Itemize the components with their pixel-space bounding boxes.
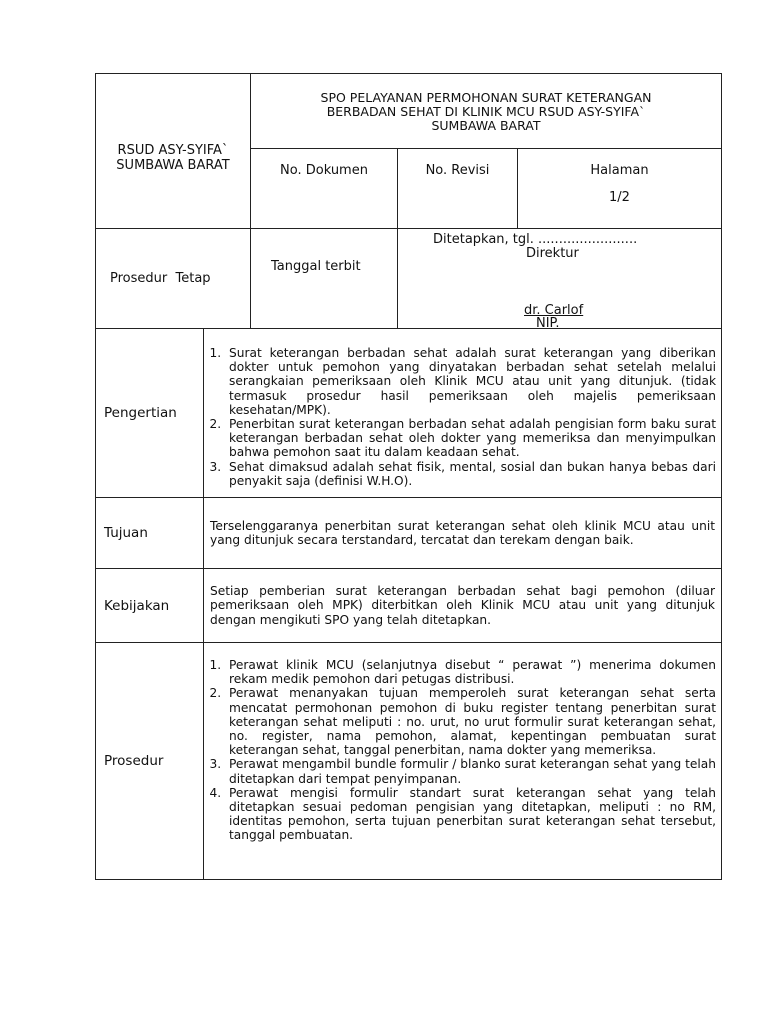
- direktur-text: Direktur: [526, 246, 579, 261]
- list-item: 2. Penerbitan surat keterangan berbadan sehat adalah pengisian form baku surat keterangan berbadan sehat oleh dokter yang memeriksa dan menyimpulkan bahwa pemohon saat itu dalam keadaan sehat.: [225, 417, 716, 460]
- hospital-name-cell: [96, 74, 250, 228]
- kebijakan-label: Kebijakan: [104, 597, 170, 614]
- approval-cell: [398, 229, 721, 331]
- prosedur-label-cell: [96, 643, 203, 879]
- kebijakan-text: Setiap pemberian surat keterangan berbadan sehat bagi pemohon (diluar pemeriksaan oleh MPK) diterbitkan oleh Klinik MCU atau unit yang ditunjuk dengan mengikuti SPO yang telah ditetapkan.: [210, 584, 715, 627]
- hospital-name-line: SUMBAWA BARAT: [116, 158, 230, 173]
- prosedur-list: [204, 658, 716, 843]
- list-item: 3. Perawat mengambil bundle formulir / blanko surat keterangan sehat yang telah ditetapkan dari tempat penyimpanan.: [225, 757, 716, 785]
- tujuan-content: [204, 498, 721, 568]
- list-item: 4. Perawat mengisi formulir standart surat keterangan sehat yang telah ditetapkan sesuai pedoman pengisian yang ditetapkan, meliputi : no RM, identitas pemohon, serta tujuan penerbitan surat keterangan sehat tersebut, tanggal pembuatan.: [225, 786, 716, 843]
- pengertian-label-cell: [96, 329, 203, 497]
- halaman-value: 1/2: [609, 190, 630, 205]
- no-dokumen-label: No. Dokumen: [280, 162, 368, 178]
- tujuan-label-cell: [96, 498, 203, 568]
- tanggal-terbit-cell: [251, 229, 397, 304]
- document-title: [321, 91, 652, 133]
- ditetapkan-text: Ditetapkan, tgl. ........................: [433, 232, 638, 247]
- kebijakan-content: [204, 569, 721, 642]
- sop-document: [95, 73, 722, 880]
- list-item: 2. Perawat menanyakan tujuan memperoleh surat keterangan sehat serta mencatat permohonan pemohon di buku register tentang penerbitan surat keterangan sehat meliputi : no. urut, no urut formulir surat keterangan sehat, no. register, nama pemohon, alamat, kepentingan pembuatan surat keterangan sehat, tanggal penerbitan, nama dokter yang memeriksa.: [225, 686, 716, 757]
- kebijakan-label-cell: [96, 569, 203, 642]
- prosedur-tetap-cell: [96, 229, 250, 328]
- tujuan-text: Terselenggaranya penerbitan surat keterangan sehat oleh klinik MCU atau unit yang ditunjuk secara terstandard, tercatat dan terekam dengan baik.: [210, 518, 715, 547]
- title-line: SUMBAWA BARAT: [431, 118, 541, 133]
- no-revisi-cell: [398, 149, 517, 191]
- hospital-name: [116, 143, 229, 173]
- tujuan-label: Tujuan: [104, 525, 148, 541]
- prosedur-content: [204, 658, 716, 843]
- tanggal-terbit-label: Tanggal terbit: [271, 259, 361, 274]
- list-item: 1. Surat keterangan berbadan sehat adalah surat keterangan yang diberikan dokter untuk pemohon yang dinyatakan berbadan sehat setelah melalui serangkaian pemeriksaan oleh Klinik MCU atau unit yang ditunjuk. (tidak termasuk prosedur hasil pemeriksaan oleh majelis pemeriksaan kesehatan/MPK).: [225, 346, 716, 417]
- no-dokumen-cell: [251, 149, 397, 191]
- document-title-cell: [251, 74, 721, 148]
- pengertian-list: [204, 346, 716, 488]
- nip-label: NIP.: [536, 316, 560, 331]
- no-revisi-label: No. Revisi: [425, 162, 490, 178]
- title-line: BERBADAN SEHAT DI KLINIK MCU RSUD ASY-SYIFA`: [326, 104, 646, 119]
- list-item: 3. Sehat dimaksud adalah sehat fisik, mental, sosial dan bukan hanya bebas dari penyakit saja (definisi W.H.O).: [225, 460, 716, 488]
- list-item: 1. Perawat klinik MCU (selanjutnya disebut “ perawat ”) menerima dokumen rekam medik pemohon dari petugas distribusi.: [225, 658, 716, 686]
- pengertian-label: Pengertian: [104, 405, 177, 421]
- halaman-cell: [518, 149, 721, 229]
- title-line: SPO PELAYANAN PERMOHONAN SURAT KETERANGAN: [320, 90, 652, 105]
- hospital-name-line: RSUD ASY-SYIFA`: [117, 143, 229, 158]
- prosedur-label: Prosedur: [104, 753, 164, 769]
- halaman-label: Halaman: [590, 163, 649, 178]
- director-name: dr. Carlof: [524, 303, 584, 318]
- prosedur-tetap-label: Prosedur Tetap: [110, 271, 211, 286]
- pengertian-content: [204, 346, 716, 488]
